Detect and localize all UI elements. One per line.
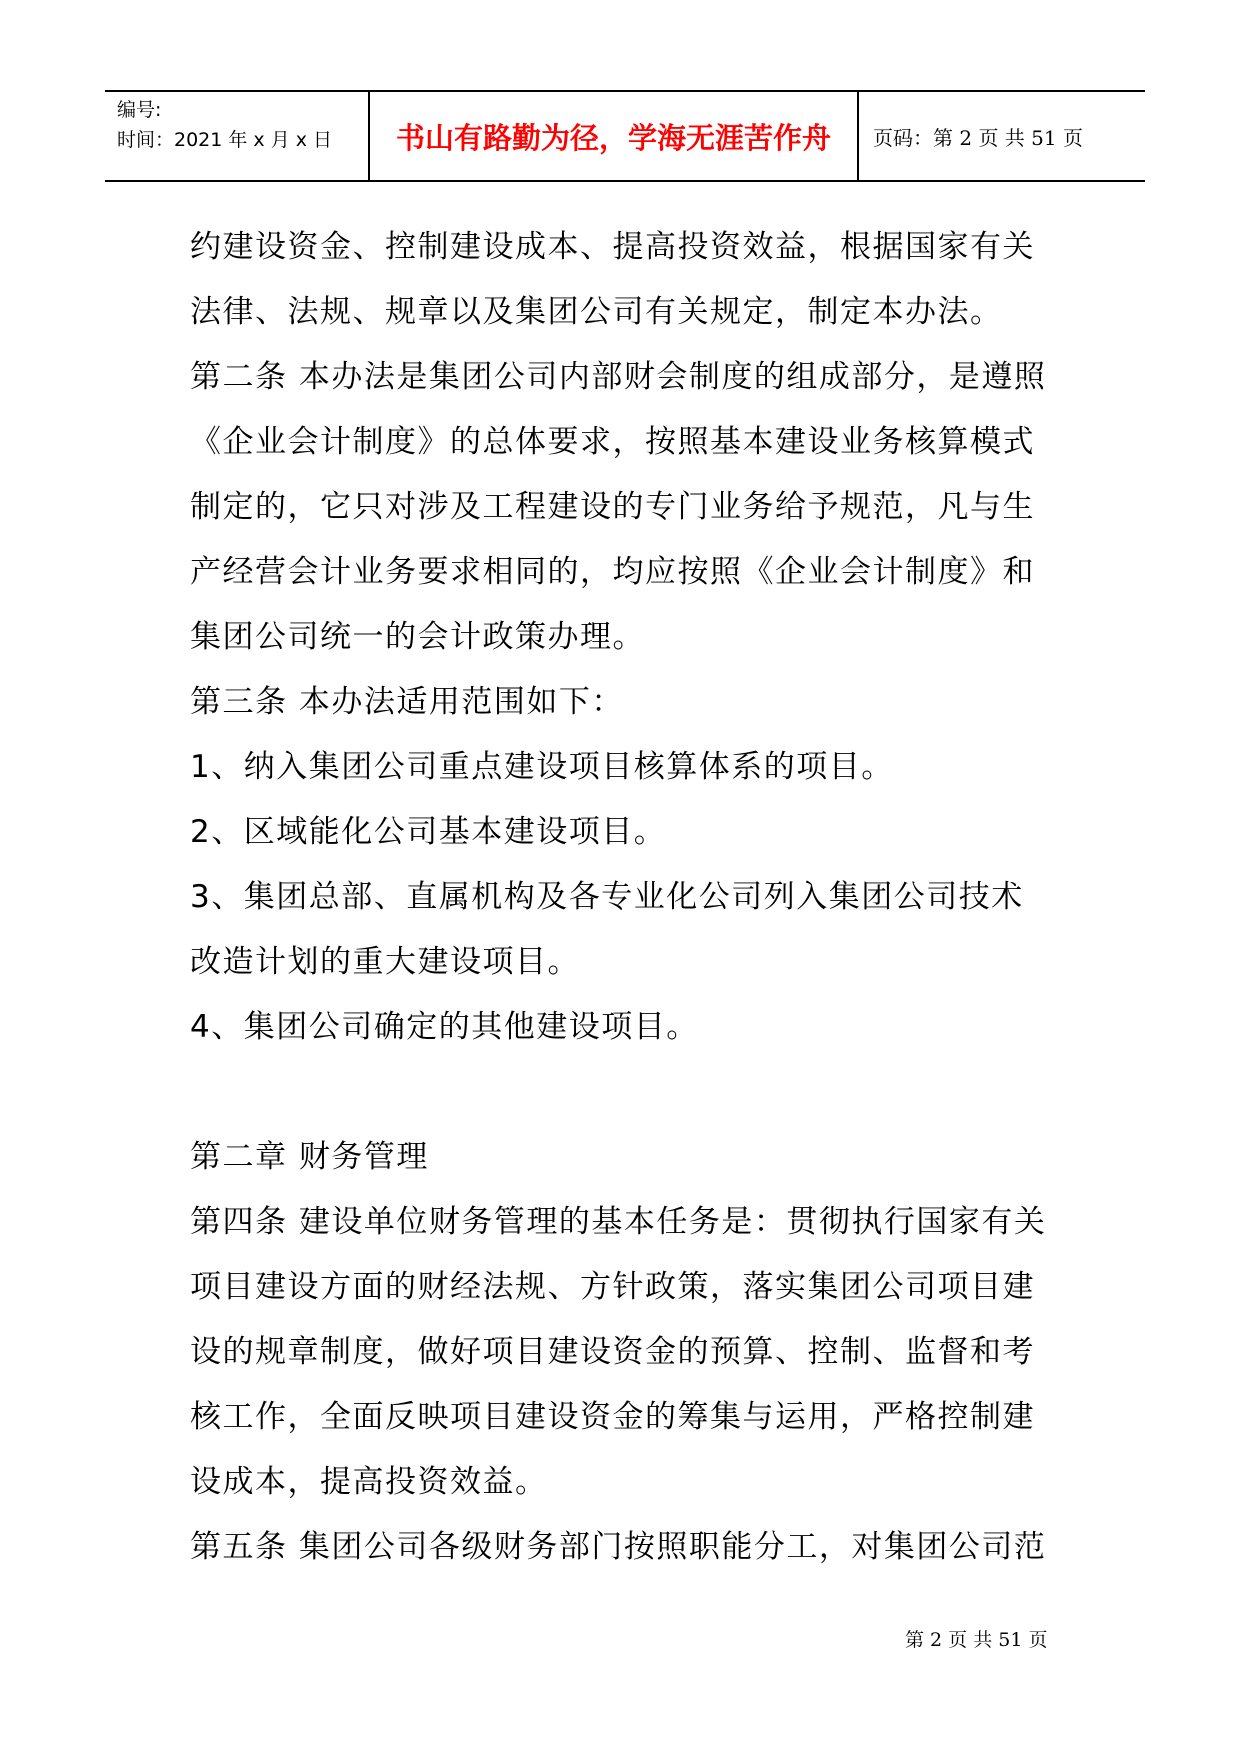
text-line: 改造计划的重大建设项目。 [190, 944, 580, 980]
scope-item-2: 2、区域能化公司基本建设项目。 [190, 814, 667, 850]
article-5-line: 第五条 集团公司各级财务部门按照职能分工，对集团公司范 [190, 1529, 1047, 1565]
header-page-info: 页码：第 2 页 共 51 页 [873, 125, 1083, 150]
article-4-line: 第四条 建设单位财务管理的基本任务是：贯彻执行国家有关 [190, 1204, 1047, 1240]
text-line: 法律、法规、规章以及集团公司有关规定，制定本办法。 [190, 294, 1003, 330]
text-line: 制定的，它只对涉及工程建设的专门业务给予规范，凡与生 [190, 489, 1035, 525]
text-line: 《企业会计制度》的总体要求，按照基本建设业务核算模式 [190, 424, 1035, 460]
scope-item-1: 1、纳入集团公司重点建设项目核算体系的项目。 [190, 749, 894, 785]
document-body [190, 215, 1070, 1580]
header-meta [117, 95, 332, 155]
scope-item-4: 4、集团公司确定的其他建设项目。 [190, 1009, 699, 1045]
article-3-line: 第三条 本办法适用范围如下： [190, 684, 624, 720]
header-motto: 书山有路勤为径，学海无涯苦作舟 [395, 120, 831, 155]
page-header [105, 90, 1145, 182]
time-label: 时间：2021 年 x 月 x 日 [117, 129, 333, 151]
serial-number-label: 编号: [117, 99, 162, 121]
text-line: 设成本，提高投资效益。 [190, 1464, 548, 1500]
header-divider [857, 92, 859, 180]
text-line: 设的规章制度，做好项目建设资金的预算、控制、监督和考 [190, 1334, 1035, 1370]
page-footer: 第 2 页 共 51 页 [905, 1629, 1048, 1651]
text-line: 集团公司统一的会计政策办理。 [190, 619, 645, 655]
article-2-line: 第二条 本办法是集团公司内部财会制度的组成部分，是遵照 [190, 359, 1047, 395]
text-line: 约建设资金、控制建设成本、提高投资效益，根据国家有关 [190, 229, 1035, 265]
scope-item-3: 3、集团总部、直属机构及各专业化公司列入集团公司技术 [190, 879, 1024, 915]
chapter-2-heading: 第二章 财务管理 [190, 1139, 429, 1175]
text-line: 项目建设方面的财经法规、方针政策，落实集团公司项目建 [190, 1269, 1035, 1305]
text-line: 核工作，全面反映项目建设资金的筹集与运用，严格控制建 [190, 1399, 1035, 1435]
text-line: 产经营会计业务要求相同的，均应按照《企业会计制度》和 [190, 554, 1035, 590]
